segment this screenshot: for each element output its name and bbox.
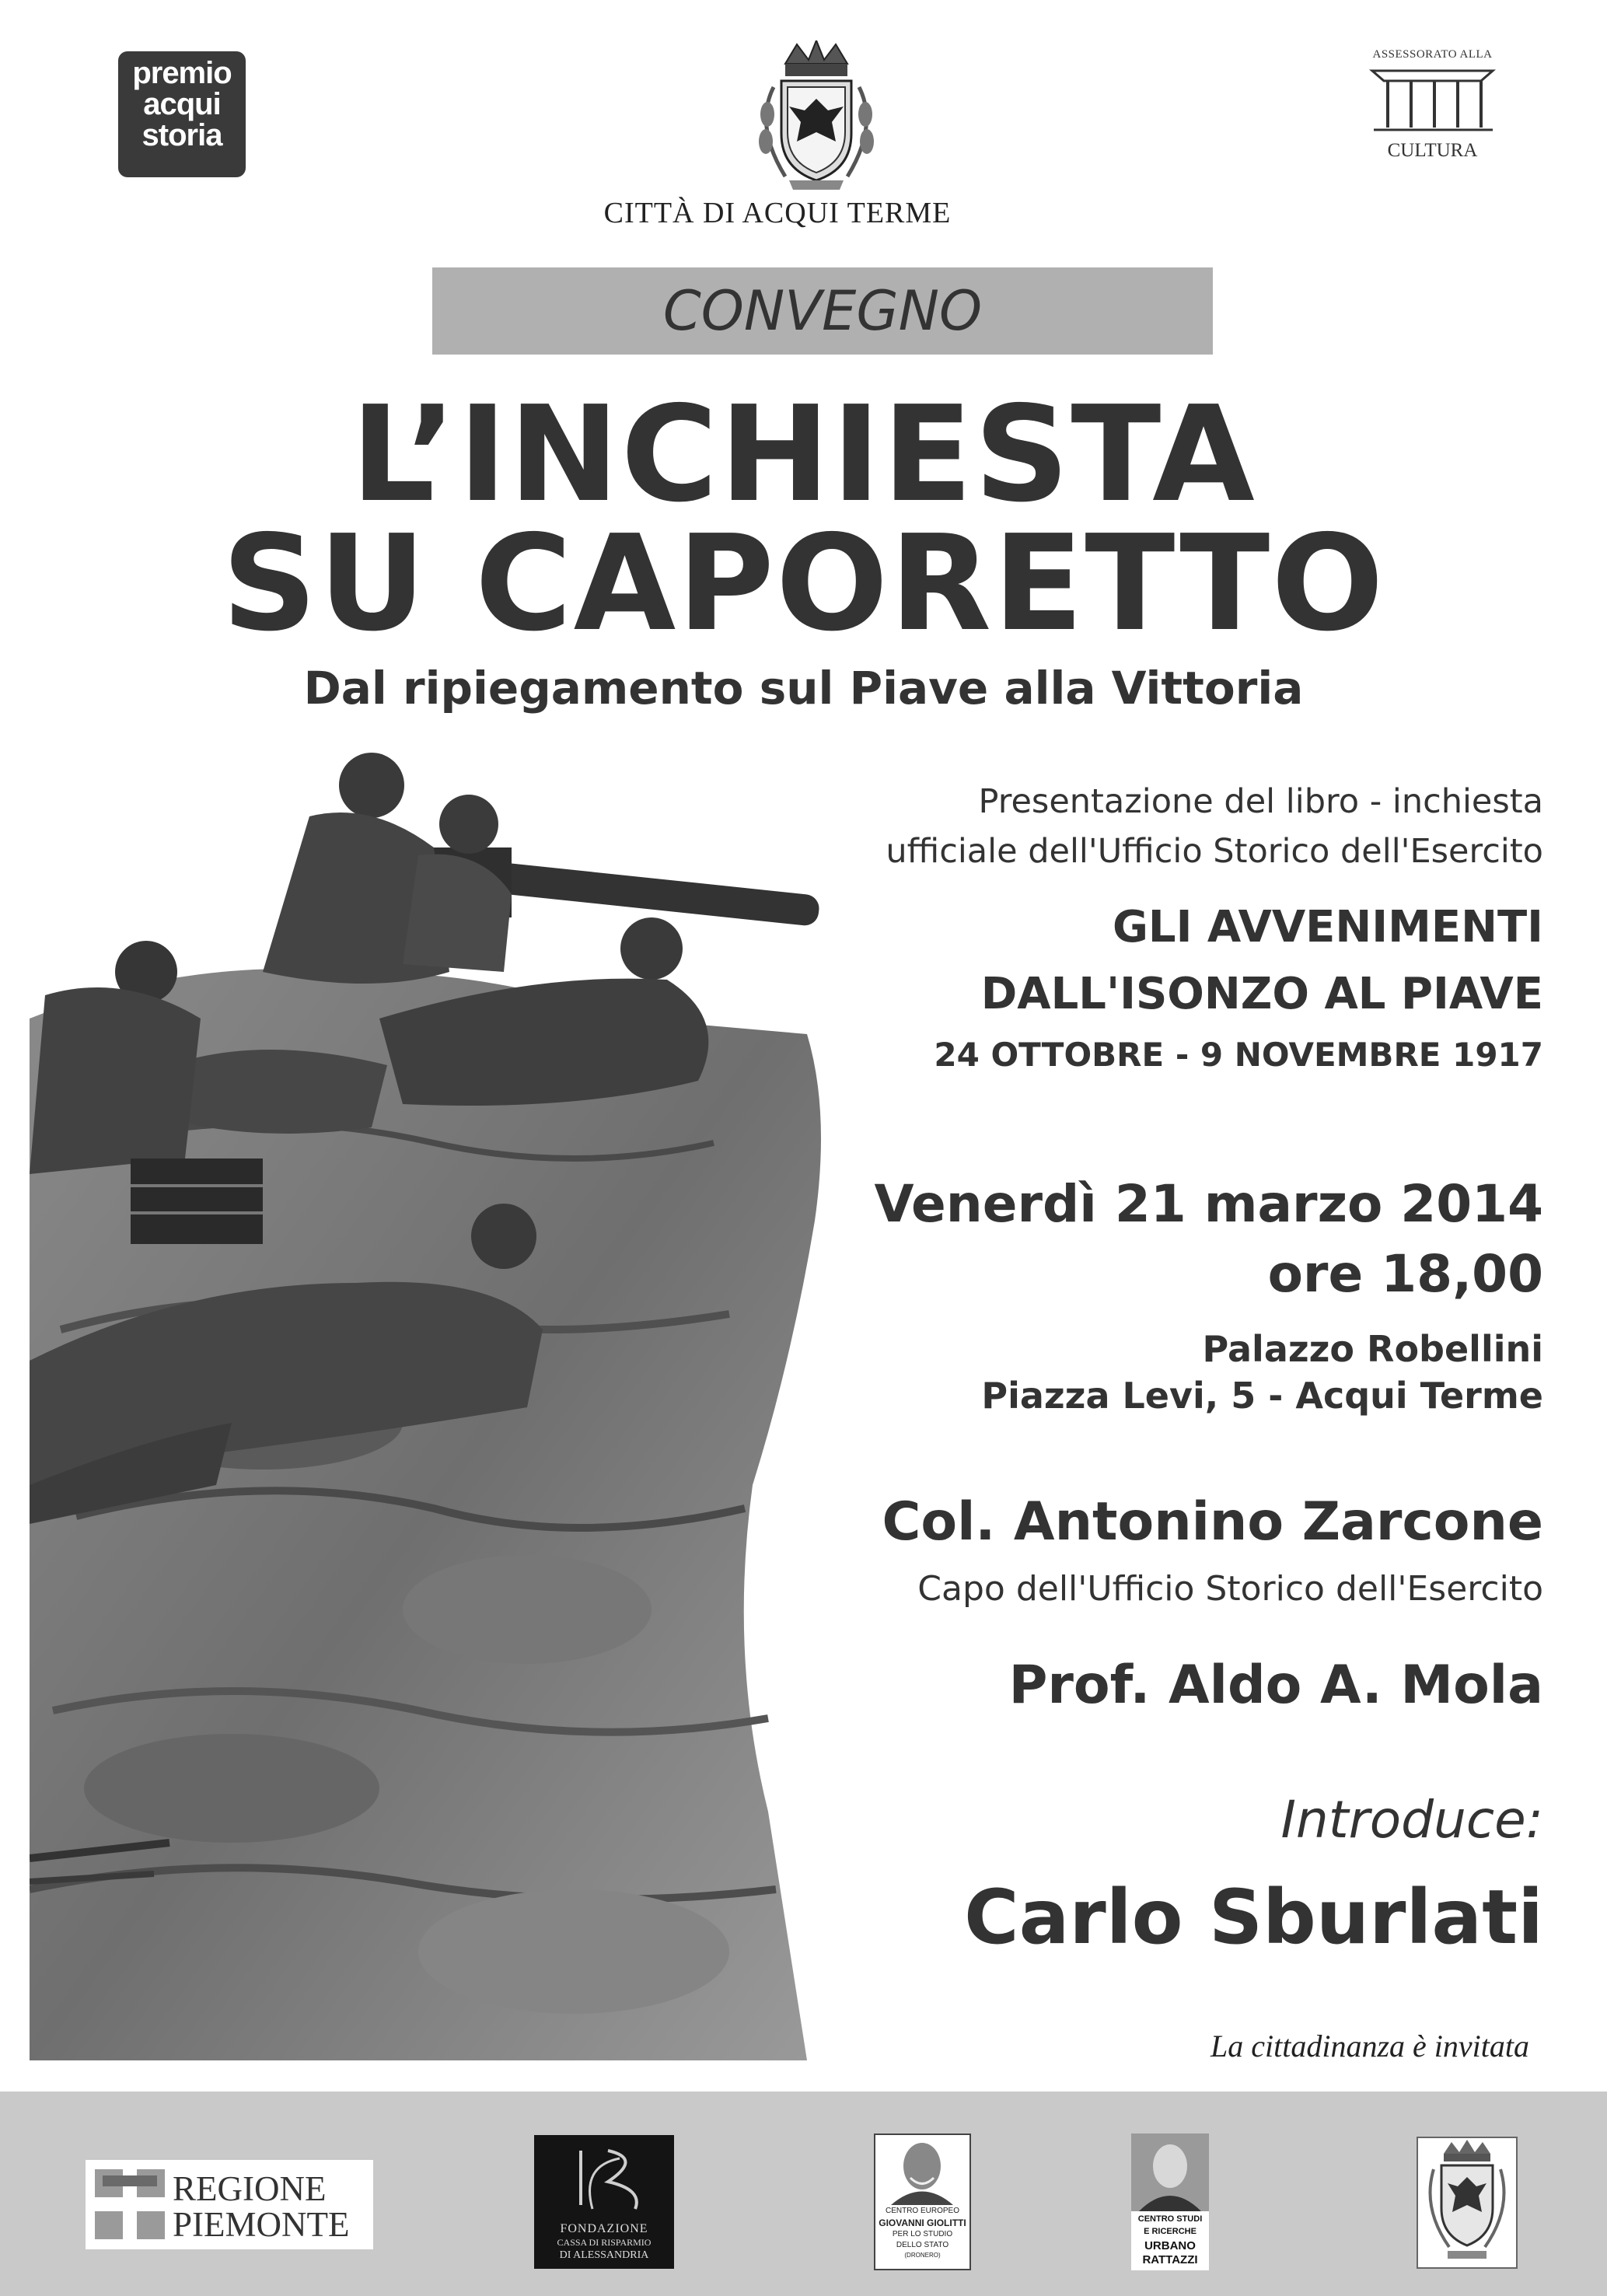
intro-name: Carlo Sburlati [964, 1874, 1543, 1961]
giolitti-line3: PER LO STUDIO [892, 2230, 953, 2238]
rattazzi-line4: RATTAZZI [1142, 2253, 1198, 2266]
intro-label: Introduce: [1280, 1790, 1543, 1850]
regione-piemonte-logo [86, 2160, 373, 2249]
centro-giolitti-logo [874, 2133, 971, 2270]
premio-logo-line: storia [141, 118, 222, 152]
giolitti-line5: (DRONERO) [904, 2252, 941, 2259]
centro-rattazzi-logo [1131, 2133, 1209, 2270]
assessorato-cultura-logo [1364, 48, 1500, 173]
city-crest-icon [742, 40, 890, 196]
giolitti-line4: DELLO STATO [896, 2241, 949, 2249]
giolitti-line1: CENTRO EUROPEO [885, 2207, 959, 2215]
invitation-note: La cittadinanza è invitata [1210, 2029, 1529, 2064]
fondazione-line2: CASSA DI RISPARMIO [557, 2237, 652, 2248]
speaker1-name: Col. Antonino Zarcone [882, 1491, 1543, 1553]
event-subtitle: Dal ripiegamento sul Piave alla Vittoria [303, 662, 1304, 715]
giolitti-line2: GIOVANNI GIOLITTI [879, 2217, 966, 2228]
book-dates: 24 OTTOBRE - 9 NOVEMBRE 1917 [934, 1036, 1543, 1074]
venue-name: Palazzo Robellini [1202, 1328, 1543, 1370]
event-type-banner: CONVEGNO [432, 267, 1213, 355]
fondazione-line3: DI ALESSANDRIA [559, 2249, 649, 2261]
speaker1-role: Capo dell'Ufficio Storico dell'Esercito [917, 1569, 1543, 1609]
city-name: CITTÀ DI ACQUI TERME [603, 197, 952, 229]
giolitti-portrait-icon [875, 2135, 969, 2205]
cra-monogram-icon [534, 2135, 674, 2221]
book-title-line2: DALL'ISONZO AL PIAVE [980, 969, 1543, 1019]
fondazione-line1: FONDAZIONE [560, 2222, 648, 2235]
presentation-line2: ufficiale dell'Ufficio Storico dell'Esercito [886, 832, 1543, 871]
colonnade-icon [1364, 61, 1500, 135]
municipal-crest-icon [1417, 2137, 1518, 2269]
assessorato-bottom-text: CULTURA [1387, 140, 1478, 161]
venue-address: Piazza Levi, 5 - Acqui Terme [981, 1375, 1543, 1417]
regione-line1: REGIONE [173, 2169, 327, 2208]
event-title-line1: L’INCHIESTA [351, 378, 1256, 532]
rattazzi-line3: URBANO [1144, 2239, 1196, 2252]
presentation-line1: Presentazione del libro - inchiesta [978, 782, 1543, 821]
book-title-line1: GLI AVVENIMENTI [1112, 902, 1543, 952]
event-date: Venerdì 21 marzo 2014 [874, 1174, 1543, 1234]
event-title-line2: SU CAPORETTO [222, 507, 1385, 661]
fondazione-cra-logo [534, 2135, 674, 2269]
soldiers-photograph [30, 739, 838, 2060]
premio-logo-line: acqui [143, 87, 221, 121]
premio-acqui-storia-logo [118, 51, 246, 177]
event-time: ore 18,00 [1267, 1244, 1543, 1304]
rattazzi-line1: CENTRO STUDI [1137, 2214, 1203, 2224]
premio-logo-line: premio [132, 56, 232, 90]
regione-line2: PIEMONTE [173, 2205, 350, 2244]
rattazzi-line2: E RICERCHE [1144, 2227, 1197, 2236]
regione-flag-icon [95, 2169, 165, 2239]
rattazzi-portrait-icon [1131, 2133, 1209, 2211]
speaker2-name: Prof. Aldo A. Mola [1008, 1655, 1543, 1716]
assessorato-top-text: ASSESSORATO ALLA [1372, 48, 1493, 61]
